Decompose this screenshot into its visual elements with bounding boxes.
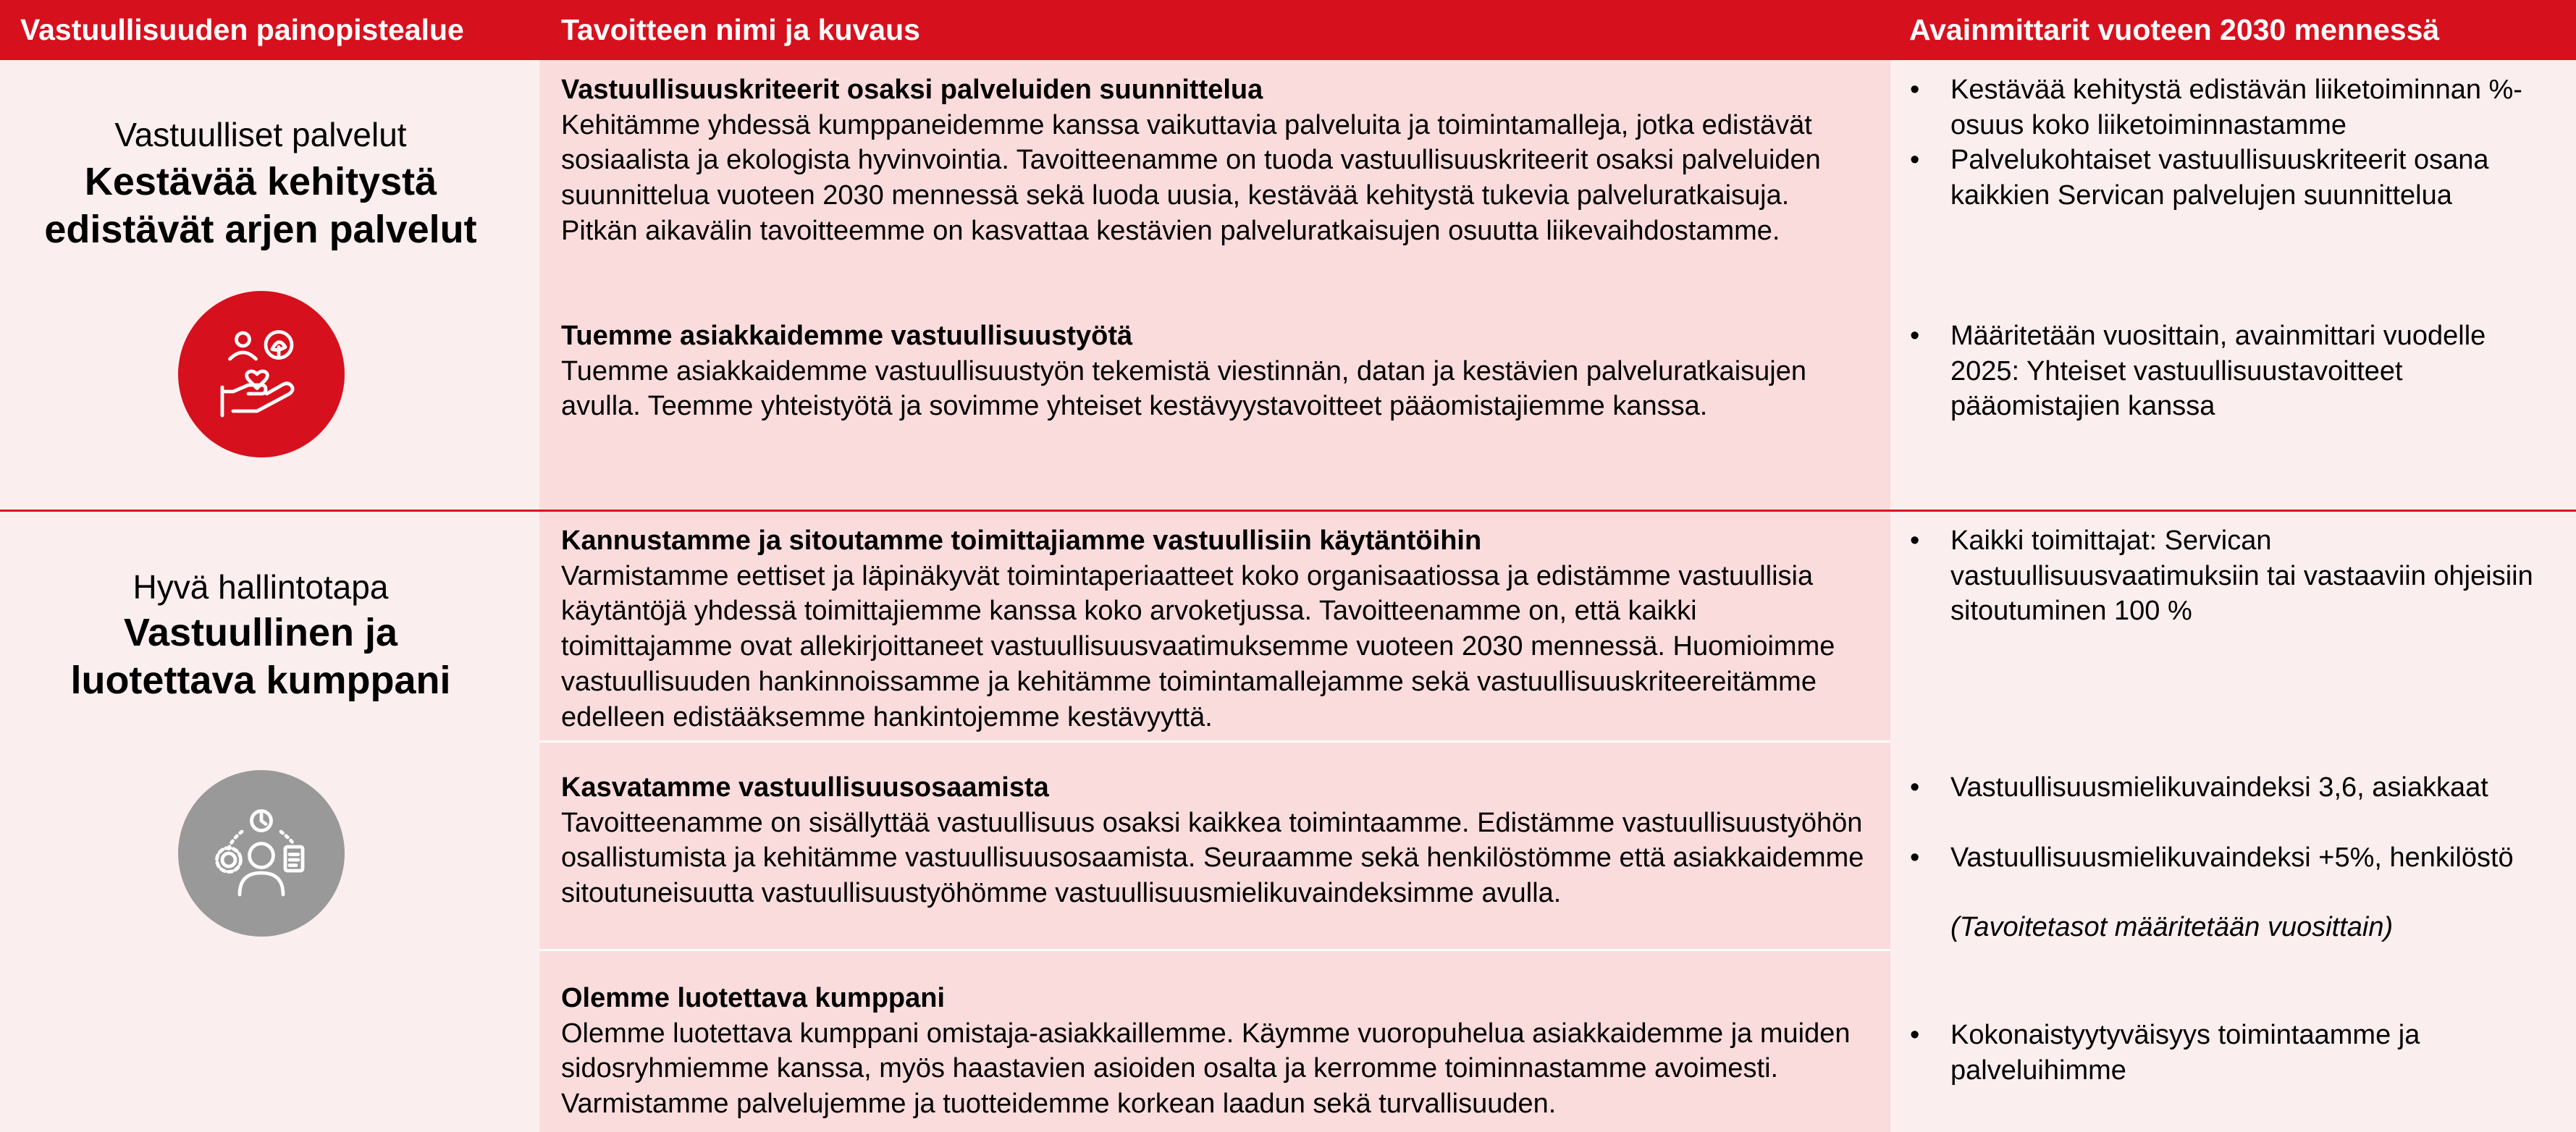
goal-item <box>561 318 1864 424</box>
area-title-line1: Kestävää kehitystä <box>84 160 437 203</box>
kpi-list <box>1906 770 2557 945</box>
area-title-line2: luotettava kumppani <box>70 659 451 702</box>
goal-item <box>561 981 1864 1122</box>
goal-description: Olemme luotettava kumppani omistaja-asiakkaillemme. Käymme vuoropuhelua asiakkaidemme ja muiden sidosryhmiemme kanssa, myös haastavien asioiden osalta ja kerromme toiminnastamme avoimesti. Varmistamme palvelujemme ja tuotteidemme korkean laadun sekä turvallisuuden. <box>561 1018 1851 1120</box>
kpi-list <box>1906 72 2557 214</box>
kpi-list <box>1906 1018 2557 1088</box>
goal-description: Varmistamme eettiset ja läpinäkyvät toimintaperiaatteet koko organisaatiossa ja edistämme vastuullisia käytäntöjä yhdessä toimittajiemme kanssa koko arvoketjussa. Tavoitteenamme on, että kaikki toimittajamme ovat allekirjoittaneet vastuullisuusvaatimuksemme vuoteen 2030 mennessä. Huomioimme vastuullisuuden hankinnoissamme ja kehitämme toimintamallejamme sekä vastuullisuuskriteereitämme edelleen edistääksemme hankintojemme kestävyyttä. <box>561 560 1835 732</box>
goal-description: Tavoitteenamme on sisällyttää vastuullisuus osaksi kaikkea toimintaamme. Edistämme vastuullisuustyöhön osallistumista ja kehitämme vastuullisuusosaamista. Seuraamme sekä henkilöstömme että asiakkaidemme sitoutuneisuutta vastuullisuustyöhömme vastuullisuusmielikuvaindeksimme avulla. <box>561 807 1864 909</box>
kpi-note: (Tavoitetasot määritetään vuosittain) <box>1950 912 2394 943</box>
person-gear-clipboard-icon <box>178 770 345 937</box>
kpi-item: • Kokonaistyytyväisyys toimintaamme ja palveluihimme <box>1906 1018 2557 1088</box>
goal-title: Tuemme asiakkaidemme vastuullisuustyötä <box>561 321 1133 351</box>
goal-title: Vastuullisuuskriteerit osaksi palveluiden suunnittelua <box>561 75 1263 105</box>
goal-description: Tuemme asiakkaidemme vastuullisuustyön tekemistä viestinnän, datan ja kestävien palveluratkaisujen avulla. Teemme yhteistyötä ja sovimme yhteiset kestävyystavoitteet pääomistajiemme kanssa. <box>561 355 1807 422</box>
goal-title: Kannustamme ja sitoutamme toimittajiamme vastuullisiin käytäntöihin <box>561 525 1482 556</box>
row-divider <box>539 740 1890 743</box>
goal-title: Kasvatamme vastuullisuusosaamista <box>561 772 1049 803</box>
header-kpis: Avainmittarit vuoteen 2030 mennessä <box>1909 13 2440 46</box>
kpi-item: • Vastuullisuusmielikuvaindeksi +5%, henkilöstö <box>1906 840 2557 876</box>
goal-item <box>561 523 1864 735</box>
goal-item <box>561 72 1864 249</box>
hand-heart-icon <box>178 291 345 457</box>
kpi-list <box>1906 318 2557 424</box>
area-title-line2: edistävät arjen palvelut <box>44 208 477 251</box>
area-title-line1: Vastuullinen ja <box>123 611 398 654</box>
kpi-item: • Vastuullisuusmielikuvaindeksi 3,6, asiakkaat <box>1906 770 2557 806</box>
kpi-list <box>1906 523 2557 629</box>
area-label: Hyvä hallintotapa <box>132 568 389 606</box>
kpi-item: • Kestävää kehitystä edistävän liiketoiminnan %-osuus koko liiketoiminnastamme <box>1906 72 2557 143</box>
header-goal-name: Tavoitteen nimi ja kuvaus <box>561 13 920 46</box>
row-divider <box>539 949 1890 951</box>
goal-description: Kehitämme yhdessä kumppaneidemme kanssa vaikuttavia palveluita ja toimintamalleja, jotka edistävät sosiaalista ja ekologista hyvinvointia. Tavoitteenamme on tuoda vastuullisuuskriteerit osaksi palveluiden suunnittelua vuoteen 2030 mennessä sekä luoda uusia, kestävää kehitystä tukevia palveluratkaisuja. Pitkän aikavälin tavoitteemme on kasvattaa kestävien palveluratkaisujen osuutta liikevaihdostamme. <box>561 109 1821 246</box>
kpi-item: • Kaikki toimittajat: Servican vastuullisuusvaatimuksiin tai vastaaviin ohjeisiin sitoutuminen 100 % <box>1906 523 2557 629</box>
goal-title: Olemme luotettava kumppani <box>561 983 946 1013</box>
kpi-item: • Määritetään vuosittain, avainmittari vuodelle 2025: Yhteiset vastuullisuustavoitteet pääomistajien kanssa <box>1906 318 2557 424</box>
area-label: Vastuulliset palvelut <box>114 116 407 153</box>
header-focus-area: Vastuullisuuden painopistealue <box>20 13 464 46</box>
goal-item <box>561 770 1864 911</box>
kpi-item: • Palvelukohtaiset vastuullisuuskriteerit osana kaikkien Servican palvelujen suunnittelua <box>1906 143 2557 213</box>
